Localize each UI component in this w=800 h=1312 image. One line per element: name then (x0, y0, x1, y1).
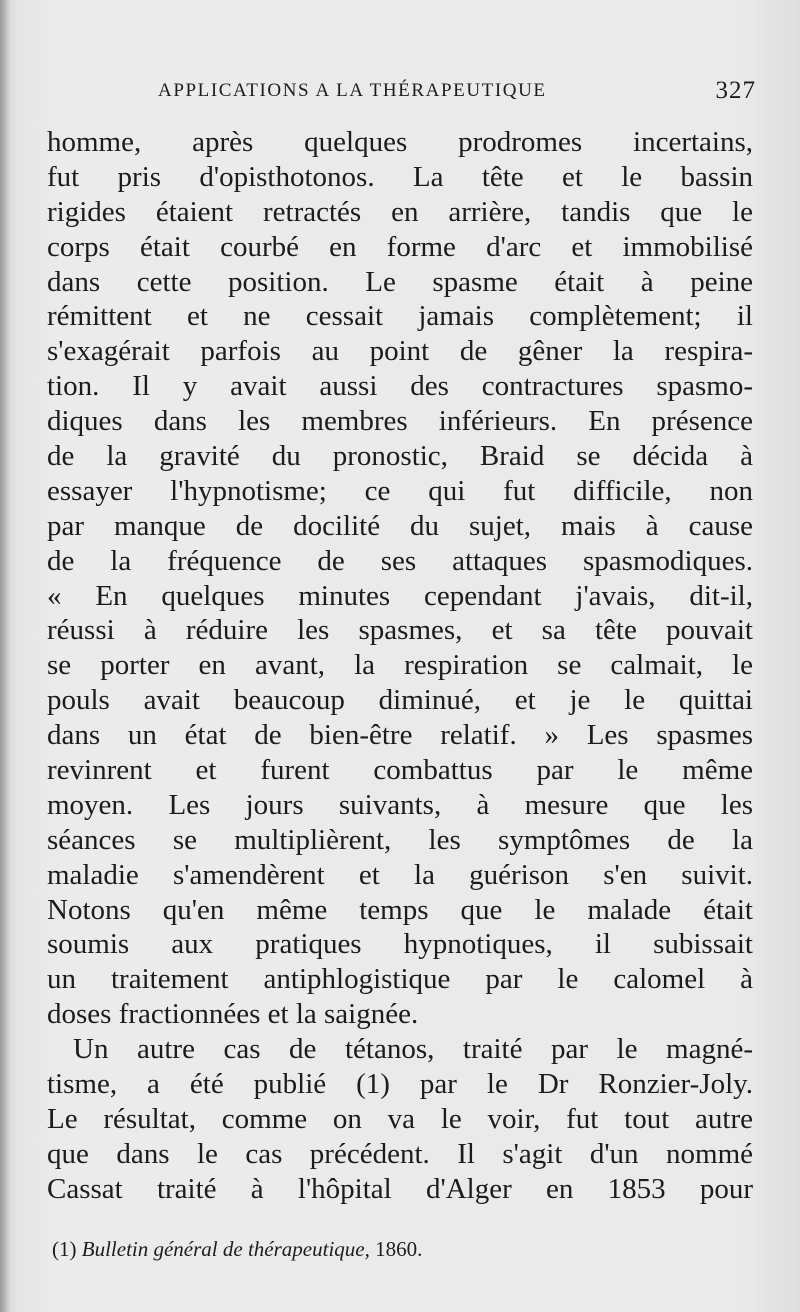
text-line: fut pris d'opisthotonos. La tête et le bassin (47, 160, 753, 193)
text-line: s'exagérait parfois au point de gêner la respira- (47, 335, 753, 368)
footnote (52, 1237, 422, 1262)
text-line: de la gravité du pronostic, Braid se décida à (47, 440, 753, 473)
text-line: se porter en avant, la respiration se calmait, le (47, 649, 753, 682)
text-line: Le résultat, comme on va le voir, fut tout autre (47, 1102, 753, 1135)
text-line: par manque de docilité du sujet, mais à cause (47, 509, 753, 542)
text-line: dans cette position. Le spasme était à peine (47, 265, 753, 298)
footnote-title: Bulletin général de thérapeutique, (81, 1237, 370, 1261)
footnote-ref: (1) (52, 1237, 77, 1261)
body-text (47, 125, 753, 1207)
text-line-paragraph-end: doses fractionnées et la saignée. (47, 998, 419, 1031)
footnote-year: 1860. (375, 1237, 423, 1261)
text-line: soumis aux pratiques hypnotiques, il subissait (47, 928, 753, 961)
text-line: moyen. Les jours suivants, à mesure que les (47, 788, 753, 821)
text-line: homme, après quelques prodromes incertains, (47, 126, 753, 158)
running-title: APPLICATIONS A LA THÉRAPEUTIQUE (158, 80, 547, 101)
text-line: que dans le cas précédent. Il s'agit d'un nommé (47, 1137, 753, 1170)
text-line: revinrent et furent combattus par le même (47, 754, 753, 787)
text-line: un traitement antiphlogistique par le calomel à (47, 963, 753, 996)
text-line: réussi à réduire les spasmes, et sa tête pouvait (47, 614, 753, 647)
text-line: tisme, a été publié (1) par le Dr Ronzier-Joly. (47, 1068, 753, 1101)
text-line: rémittent et ne cessait jamais complètement; il (47, 300, 753, 333)
text-line: rigides étaient retractés en arrière, tandis que le (47, 195, 753, 228)
running-head (50, 77, 756, 110)
text-line: dans un état de bien-être relatif. » Les spasmes (47, 719, 753, 752)
text-line: maladie s'amendèrent et la guérison s'en suivit. (47, 858, 753, 891)
text-line-paragraph-start: Un autre cas de tétanos, traité par le magné- (73, 1033, 753, 1066)
text-line: Cassat traité à l'hôpital d'Alger en 1853 pour (47, 1172, 753, 1205)
text-line: de la fréquence de ses attaques spasmodiques. (47, 544, 753, 577)
text-line: séances se multiplièrent, les symptômes de la (47, 823, 753, 856)
text-line: diques dans les membres inférieurs. En présence (47, 405, 753, 438)
page-number: 327 (715, 77, 756, 104)
text-line: Notons qu'en même temps que le malade était (47, 893, 753, 926)
text-line: pouls avait beaucoup diminué, et je le quittai (47, 684, 753, 717)
text-line: corps était courbé en forme d'arc et immobilisé (47, 230, 753, 263)
spine-shadow (0, 0, 10, 1312)
text-line: tion. Il y avait aussi des contractures spasmo- (47, 370, 753, 403)
text-line: « En quelques minutes cependant j'avais, dit-il, (47, 579, 753, 612)
text-line: essayer l'hypnotisme; ce qui fut difficile, non (47, 474, 753, 507)
